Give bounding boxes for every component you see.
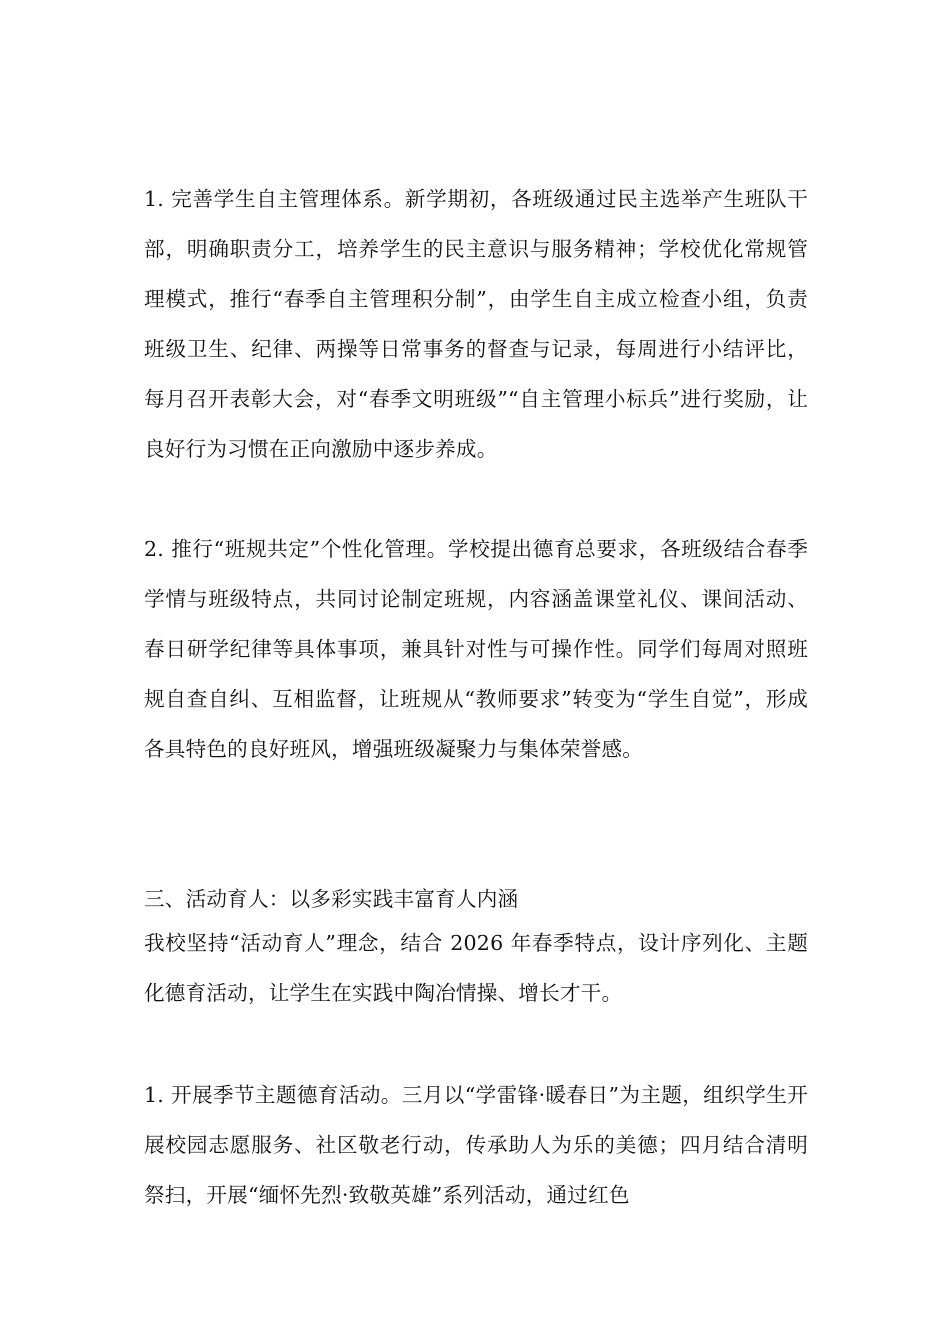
section-heading: 三、活动育人：以多彩实践丰富育人内涵 <box>144 887 519 911</box>
paragraph-class-rules: 2. 推行“班规共定”个性化管理。学校提出德育总要求，各班级结合春季学情与班级特点，共同讨论制定班规，内容涵盖课堂礼仪、课间活动、春日研学纪律等具体事项，兼具针对性与可操作性。同学们每周对照班规自查自纠、互相监督，让班规从“教师要求”转变为“学生自觉”，形成各具特色的良好班风，增强班级凝聚力与集体荣誉感。 <box>144 537 808 761</box>
section-intro-paragraph: 我校坚持“活动育人”理念，结合 2026 年春季特点，设计序列化、主题化德育活动，让学生在实践中陶冶情操、增长才干。 <box>144 931 808 1005</box>
paragraph-seasonal-activities: 1. 开展季节主题德育活动。三月以“学雷锋·暖春日”为主题，组织学生开展校园志愿服务、社区敬老行动，传承助人为乐的美德；四月结合清明祭扫，开展“缅怀先烈·致敬英雄”系列活动，通过红色 <box>144 1083 808 1207</box>
paragraph-student-self-management: 1. 完善学生自主管理体系。新学期初，各班级通过民主选举产生班队干部，明确职责分工，培养学生的民主意识与服务精神；学校优化常规管理模式，推行“春季自主管理积分制”，由学生自主成立检查小组，负责班级卫生、纪律、两操等日常事务的督查与记录，每周进行小结评比，每月召开表彰大会，对“春季文明班级”“自主管理小标兵”进行奖励，让良好行为习惯在正向激励中逐步养成。 <box>144 187 808 461</box>
